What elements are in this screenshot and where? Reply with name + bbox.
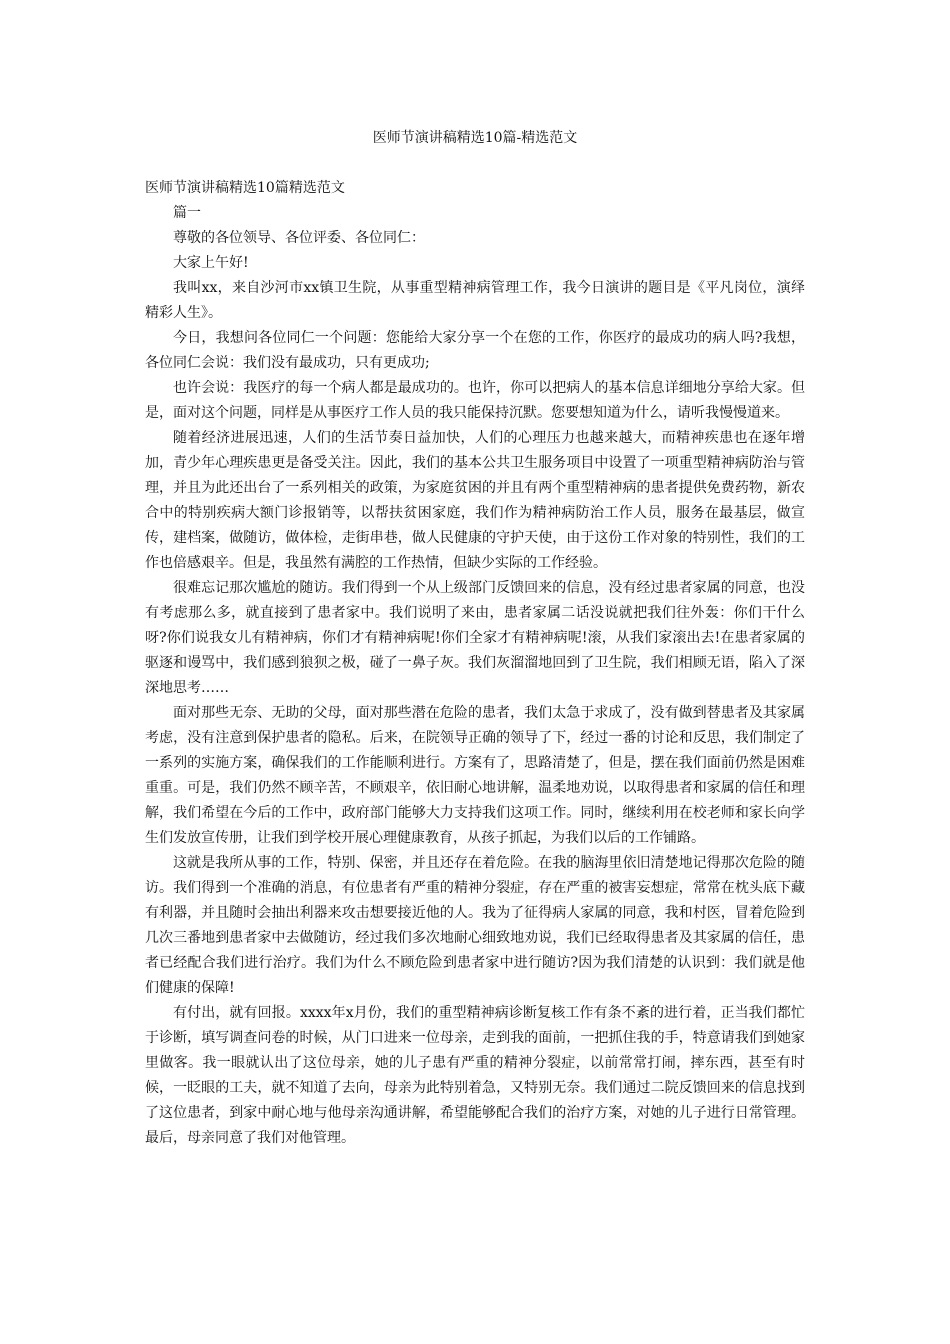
paragraph: 随着经济进展迅速，人们的生活节奏日益加快，人们的心理压力也越来越大，而精神疾患也在逐年增加，青少年心理疾患更是备受关注。因此，我们的基本公共卫生服务项目中设置了一项重型精神病防治与管理，并且为此还出台了一系列相关的政策，为家庭贫困的并且有两个重型精神病的患者提供免费药物，新农合中的特别疾病大额门诊报销等，以帮扶贫困家庭，我们作为精神病防治工作人员，服务在最基层，做宣传，建档案，做随访，做体检，走街串巷，做人民健康的守护天使，由于这份工作对象的特别性，我们的工作也倍感艰辛。但是，我虽然有满腔的工作热情，但缺少实际的工作经验。: [145, 430, 805, 571]
paragraph: 我叫xx，来自沙河市xx镇卫生院，从事重型精神病管理工作，我今日演讲的题目是《平凡岗位，演绎精彩人生》。: [145, 280, 805, 321]
document-subtitle: 医师节演讲稿精选10篇精选范文: [145, 180, 345, 196]
document-title: 医师节演讲稿精选10篇-精选范文: [372, 130, 578, 146]
document-body: [145, 176, 805, 1151]
paragraph: 也许会说：我医疗的每一个病人都是最成功的。也许，你可以把病人的基本信息详细地分享给大家。但是，面对这个问题，同样是从事医疗工作人员的我只能保持沉默。您要想知道为什么，请听我慢慢道来。: [145, 380, 805, 421]
paragraph: 有付出，就有回报。xxxx年x月份，我们的重型精神病诊断复核工作有条不紊的进行着，正当我们都忙于诊断，填写调查问卷的时候，从门口进来一位母亲，走到我的面前，一把抓住我的手，特意请我们到她家里做客。我一眼就认出了这位母亲，她的儿子患有严重的精神分裂症，以前常常打闹，摔东西，甚至有时候，一眨眼的工夫，就不知道了去向，母亲为此特别着急，又特别无奈。我们通过二院反馈回来的信息找到了这位患者，到家中耐心地与他母亲沟通讲解，希望能够配合我们的治疗方案，对她的儿子进行日常管理。最后，母亲同意了我们对他管理。: [145, 1005, 805, 1146]
paragraph: 尊敬的各位领导、各位评委、各位同仁：: [173, 230, 425, 246]
paragraph: 面对那些无奈、无助的父母，面对那些潜在危险的患者，我们太急于求成了，没有做到替患者及其家属考虑，没有注意到保护患者的隐私。后来，在院领导正确的领导了下，经过一番的讨论和反思，我们制定了一系列的实施方案，确保我们的工作能顺利进行。方案有了，思路清楚了，但是，摆在我们面前仍然是困难重重。可是，我们仍然不顾辛苦，不顾艰辛，依旧耐心地讲解，温柔地劝说，以取得患者和家属的信任和理解，我们希望在今后的工作中，政府部门能够大力支持我们这项工作。同时，继续利用在校老师和家长向学生们发放宣传册，让我们到学校开展心理健康教育，从孩子抓起，为我们以后的工作铺路。: [145, 705, 805, 846]
paragraph: 大家上午好!: [173, 255, 249, 271]
paragraph: 这就是我所从事的工作，特别、保密，并且还存在着危险。在我的脑海里依旧清楚地记得那次危险的随访。我们得到一个准确的消息，有位患者有严重的精神分裂症，存在严重的被害妄想症，常常在枕头底下藏有利器，并且随时会抽出利器来攻击想要接近他的人。我为了征得病人家属的同意，我和村医，冒着危险到几次三番地到患者家中去做随访，经过我们多次地耐心细致地劝说，我们已经取得患者及其家属的信任，患者已经配合我们进行治疗。我们为什么不顾危险到患者家中进行随访?因为我们清楚的认识到：我们就是他们健康的保障!: [145, 855, 805, 996]
paragraph: 很难忘记那次尴尬的随访。我们得到一个从上级部门反馈回来的信息，没有经过患者家属的同意，也没有考虑那么多，就直接到了患者家中。我们说明了来由，患者家属二话没说就把我们往外轰：你们干什么呀?你们说我女儿有精神病，你们才有精神病呢!你们全家才有精神病呢!滚，从我们家滚出去!在患者家属的驱逐和谩骂中，我们感到狼狈之极，碰了一鼻子灰。我们灰溜溜地回到了卫生院，我们相顾无语，陷入了深深地思考……: [145, 580, 805, 696]
paragraph: 今日，我想问各位同仁一个问题：您能给大家分享一个在您的工作，你医疗的最成功的病人吗?我想，各位同仁会说：我们没有最成功，只有更成功;: [145, 330, 805, 371]
paragraph: 篇一: [173, 205, 201, 221]
